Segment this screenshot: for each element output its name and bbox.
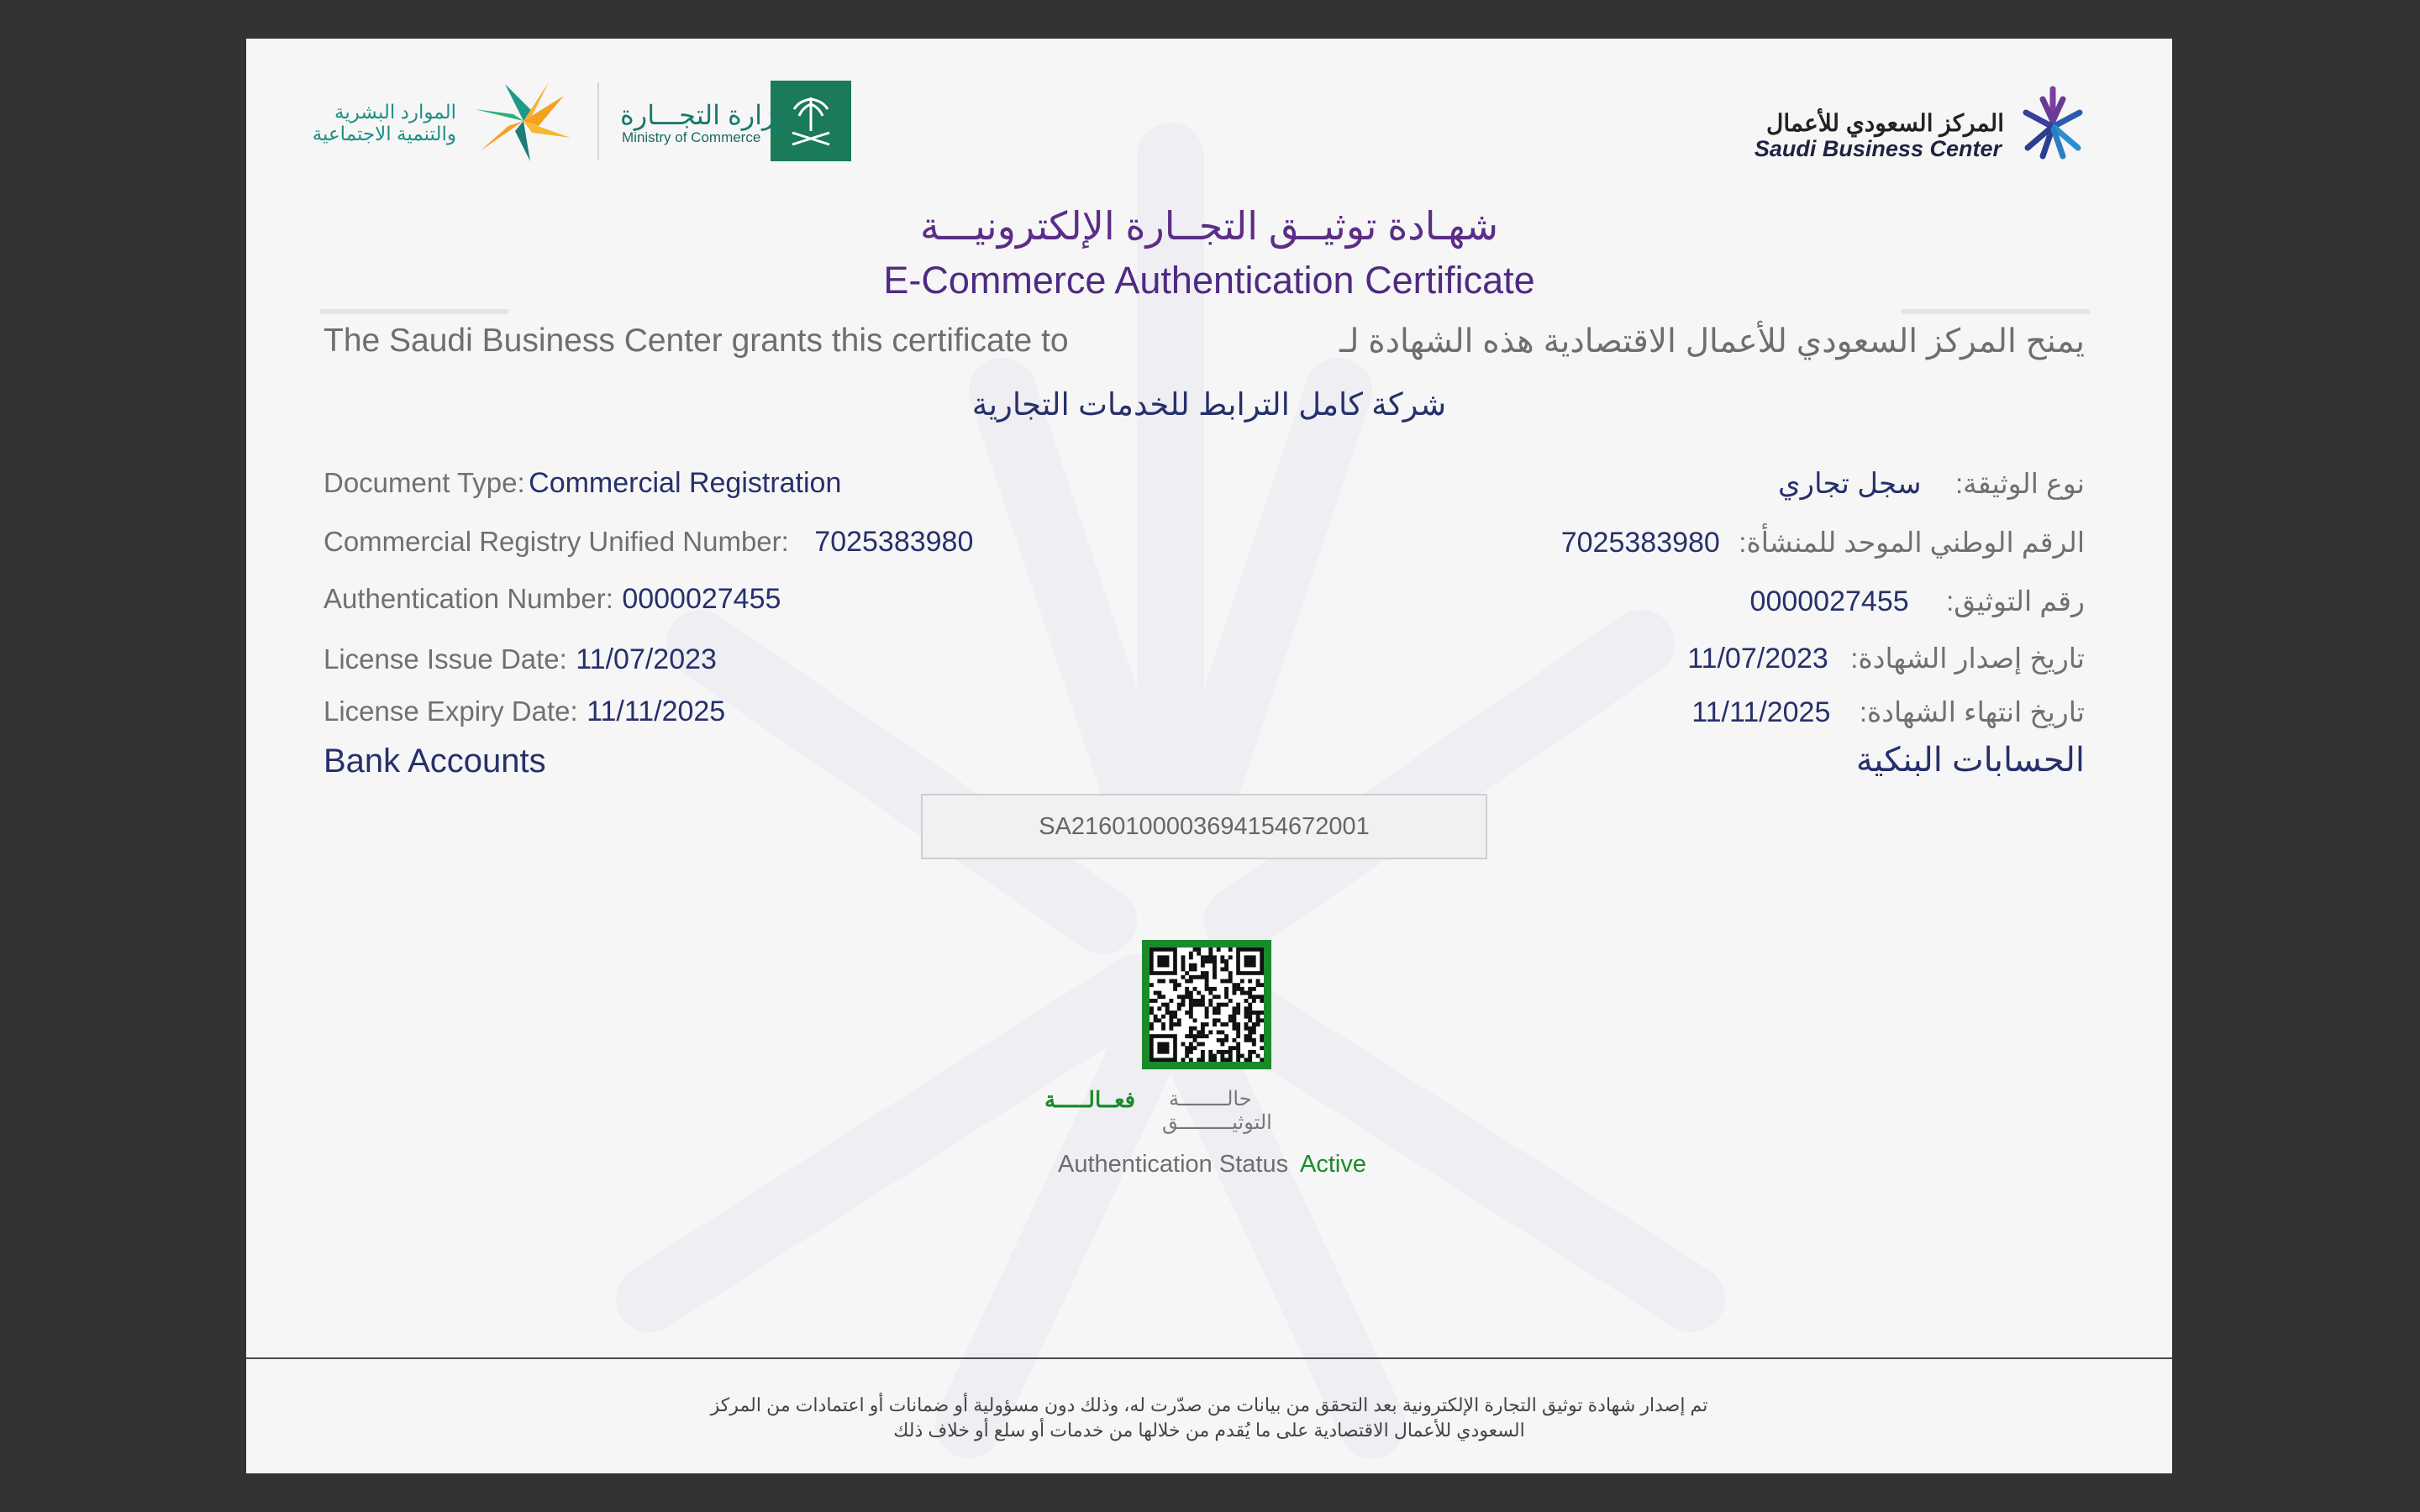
- grant-statement-en: The Saudi Business Center grants this certificate to: [324, 323, 1069, 359]
- qr-code-pattern: [1150, 948, 1264, 1062]
- certificate-title-en: E-Commerce Authentication Certificate: [883, 259, 1535, 302]
- issue-date-row-en: [324, 643, 717, 676]
- grant-statement-ar: يمنح المركز السعودي للأعمال الاقتصادية هذه الشهادة لـ: [1339, 323, 2085, 360]
- status-label-ar-line2: التوثيـــــــــق: [1162, 1111, 1272, 1134]
- status-value-en: Active: [1300, 1151, 1366, 1178]
- issue-date-label: License Issue Date:: [324, 643, 567, 675]
- auth-number-row-ar: [1750, 585, 2085, 618]
- logo-separator: [597, 82, 599, 160]
- document-type-value-ar: سجل تجاري: [1778, 468, 1922, 500]
- issue-date-value-ar: 11/07/2023: [1687, 643, 1828, 675]
- sbc-logo-icon: [2011, 79, 2095, 163]
- certificate-title-ar: شهـادة توثيــق التجــارة الإلكترونيـــة: [919, 204, 1499, 248]
- bank-accounts-heading-en: Bank Accounts: [324, 743, 546, 780]
- certificate-page: [246, 39, 2172, 1473]
- document-type-label: Document Type:: [324, 467, 525, 498]
- auth-number-value: 0000027455: [622, 583, 781, 615]
- unified-number-label: Commercial Registry Unified Number:: [324, 526, 789, 557]
- issue-date-row-ar: [1687, 642, 2085, 675]
- issue-date-value: 11/07/2023: [576, 643, 717, 675]
- unified-number-label-ar: الرقم الوطني الموحد للمنشأة:: [1739, 527, 2085, 558]
- sbc-logo-text-en: Saudi Business Center: [1754, 136, 2002, 161]
- auth-number-label-ar: رقم التوثيق:: [1946, 585, 2085, 617]
- bank-accounts-heading-ar: الحسابات البنكية: [1855, 742, 2085, 779]
- auth-number-label: Authentication Number:: [324, 583, 613, 614]
- document-type-row-en: [324, 467, 841, 500]
- unified-number-row-en: [324, 526, 973, 559]
- sbc-logo-text-ar: المركز السعودي للأعمال: [1766, 110, 2004, 136]
- unified-number-row-ar: [1561, 526, 2085, 559]
- status-label-en: Authentication Status: [1058, 1151, 1289, 1178]
- hr-logo-text-line2: والتنمية الاجتماعية: [312, 123, 456, 144]
- company-name: شركة كامل الترابط للخدمات التجارية: [971, 387, 1447, 422]
- document-type-value: Commercial Registration: [529, 467, 842, 499]
- auth-number-row-en: [324, 583, 781, 616]
- unified-number-value: 7025383980: [814, 526, 974, 558]
- expiry-date-row-ar: [1691, 696, 2085, 729]
- issue-date-label-ar: تاريخ إصدار الشهادة:: [1850, 643, 2085, 674]
- divider-right: [1902, 309, 2090, 314]
- expiry-date-value-ar: 11/11/2025: [1691, 696, 1831, 728]
- disclaimer-line-1: تم إصدار شهادة توثيق التجارة الإلكترونية بعد التحقق من بيانات من صدّرت له، وذلك دون مسؤولية أو ضمانات أو اعتمادات من المركز: [710, 1394, 1708, 1415]
- moc-logo-text-ar: وزارة التجـــارة: [620, 100, 788, 130]
- expiry-date-label: License Expiry Date:: [324, 696, 578, 727]
- disclaimer-line-2: السعودي للأعمال الاقتصادية على ما يُقدم من خلالها من خدمات أو سلع أو خلاف ذلك: [893, 1420, 1525, 1441]
- status-value-ar: فعــالـــــة: [1044, 1087, 1136, 1112]
- footer-divider: [246, 1357, 2172, 1359]
- status-label-ar-line1: حالــــــــة: [1169, 1088, 1252, 1110]
- auth-number-value-ar: 0000027455: [1749, 585, 1909, 617]
- hr-logo-text-line1: الموارد البشرية: [334, 101, 456, 123]
- qr-code-icon: [1150, 948, 1264, 1062]
- expiry-date-value: 11/11/2025: [587, 696, 726, 727]
- expiry-date-row-en: [324, 696, 725, 728]
- expiry-date-label-ar: تاريخ انتهاء الشهادة:: [1859, 696, 2085, 727]
- footer-disclaimer: [700, 1393, 1718, 1443]
- hr-ministry-logo-icon: [471, 79, 576, 163]
- moc-logo-text-en: Ministry of Commerce: [622, 129, 761, 145]
- iban-field: SA2160100003694154672001: [921, 794, 1487, 859]
- divider-left: [320, 309, 508, 314]
- qr-code[interactable]: [1142, 940, 1271, 1069]
- document-type-row-ar: [1778, 467, 2085, 501]
- unified-number-value-ar: 7025383980: [1560, 527, 1720, 559]
- document-type-label-ar: نوع الوثيقة:: [1954, 468, 2085, 499]
